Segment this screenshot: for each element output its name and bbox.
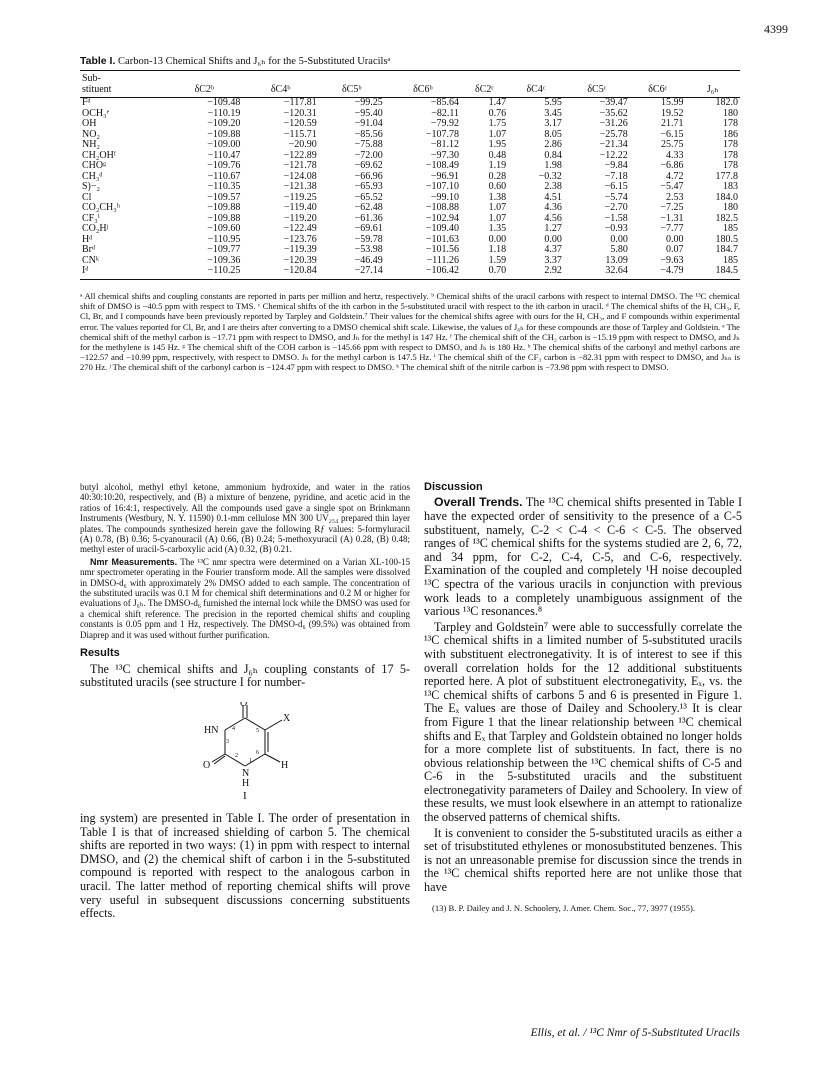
table-title: Carbon-13 Chemical Shifts and J₆ₕ for the 5-Substituted Uracilsᵃ — [118, 56, 391, 67]
right-column — [424, 482, 742, 913]
value-cell: 186 — [723, 128, 738, 140]
table-caption — [80, 55, 390, 67]
value-cell: 3.45 — [544, 107, 562, 119]
discussion-heading: Discussion — [424, 481, 483, 493]
value-cell: −72.00 — [354, 149, 383, 161]
value-cell: −108.49 — [425, 160, 459, 171]
value-cell: −123.76 — [283, 233, 317, 245]
substituent-cell: S)−₂ — [82, 181, 101, 192]
value-cell: 0.00 — [610, 233, 628, 245]
value-cell: −122.49 — [283, 223, 317, 234]
value-cell: 178 — [723, 160, 738, 171]
value-cell: 178 — [723, 149, 738, 161]
value-cell: −109.77 — [207, 244, 241, 255]
value-cell: 0.48 — [488, 149, 507, 161]
substituent-cell: NH₂ — [82, 139, 100, 150]
table-row — [80, 224, 740, 235]
value-cell: −0.93 — [604, 223, 628, 234]
value-cell: 1.47 — [488, 97, 507, 108]
value-cell: 0.00 — [544, 233, 562, 245]
value-cell: 180.5 — [715, 233, 738, 245]
value-cell: −97.30 — [430, 149, 459, 161]
substituent-cell: CH₃ᵈ — [82, 170, 103, 182]
value-cell: −85.64 — [430, 97, 459, 108]
svg-text:N: N — [242, 767, 250, 779]
value-cell: −6.15 — [660, 128, 684, 140]
value-cell: 4.36 — [544, 202, 562, 213]
table-row — [80, 256, 740, 267]
value-cell: −101.56 — [425, 244, 459, 255]
svg-text:6: 6 — [256, 749, 259, 756]
value-cell: −107.78 — [425, 128, 459, 140]
svg-text:4: 4 — [232, 725, 235, 732]
overall-trends-heading: Overall Trends. — [434, 495, 523, 510]
value-cell: −99.10 — [430, 191, 459, 203]
svg-text:HN: HN — [204, 724, 219, 736]
value-cell: −109.76 — [207, 160, 241, 171]
svg-text:H: H — [281, 759, 289, 771]
table-header-cell: Sub- stituent — [80, 71, 166, 98]
substituent-cell: OCH₃ᵉ — [82, 107, 110, 119]
value-cell: 1.59 — [488, 254, 507, 266]
page-number: 4399 — [764, 22, 788, 36]
table-row — [80, 203, 740, 214]
value-cell: −101.63 — [425, 233, 459, 245]
value-cell: −61.36 — [354, 212, 383, 224]
table-row — [80, 130, 740, 141]
value-cell: −12.22 — [599, 149, 628, 161]
value-cell: −53.98 — [354, 244, 383, 255]
value-cell: 1.19 — [488, 160, 507, 171]
value-cell: 0.00 — [488, 233, 507, 245]
structure-label: I — [243, 789, 247, 802]
value-cell: 3.17 — [544, 118, 562, 129]
value-cell: 5.80 — [610, 244, 628, 255]
value-cell: −35.62 — [599, 107, 628, 119]
value-cell: −109.20 — [207, 118, 241, 129]
value-cell: −59.78 — [354, 233, 383, 245]
value-cell: −109.00 — [207, 139, 241, 150]
table-header-cell: δC2ᶜ — [461, 71, 508, 98]
substituent-cell: CF₃ⁱ — [82, 212, 100, 224]
value-cell: −65.93 — [354, 181, 383, 192]
value-cell: −120.84 — [242, 266, 318, 279]
value-cell: −75.88 — [354, 139, 383, 150]
value-cell: 0.60 — [488, 181, 507, 192]
value-cell: 182.0 — [715, 97, 738, 108]
substituent-cell: Brᵈ — [82, 244, 96, 255]
table-header-cell: δC4ᶜ — [508, 71, 564, 98]
table-row — [80, 172, 740, 183]
value-cell: −110.19 — [207, 107, 241, 119]
value-cell: 184.0 — [715, 191, 738, 203]
value-cell: −5.47 — [660, 181, 684, 192]
value-cell: −109.40 — [425, 223, 459, 234]
svg-text:H: H — [242, 777, 250, 789]
reference-13: (13) B. P. Dailey and J. N. Schoolery, J. Amer. Chem. Soc., 77, 3977 (1955). — [432, 902, 695, 913]
paragraph-results: The ¹³C chemical shifts and J₆ₕ coupling constants of 17 5-substituted uracils (see structure I for number- — [80, 661, 410, 690]
value-cell: −6.86 — [660, 160, 684, 171]
value-cell: −62.48 — [354, 202, 383, 213]
value-cell: −25.78 — [599, 128, 628, 140]
value-cell: −107.10 — [425, 181, 459, 192]
value-cell: −69.61 — [354, 223, 383, 234]
value-cell: 180 — [723, 202, 738, 213]
svg-text:O: O — [203, 759, 211, 771]
table-footnotes: ᵃ All chemical shifts and coupling constants are reported in parts per million and hertz, respectively. ᵇ Chemical shifts of the uracil carbons with respect to internal DMSO. The ¹³C chemical shift of DMSO is −40.5 ppm with respect to TMS. ᶜ Chemical shifts of the ith carbon in the 5-substituted uracil with respect to the ith carbon in uracil. ᵈ The chemical shifts of the H, CH₃, F, Cl, Br, and I compounds have been previously reported by Tarpley and Goldstein.⁷ Their values for the chemical shifts agree with ours for the H, CH₃, and F compounds within experimental error. The values reported for Cl, Br, and I are theirs after converting to a DMSO chemical shift scale. Likewise, the values of J₆ₕ for these compounds are those of Tarpley and Goldstein. ᵉ The chemical shift of the methyl carbon is −17.71 ppm with respect to DMSO, and Jₕ for the methyl is 147 Hz. ᶠ The chemical shift of the CH₂ carbon is −15.19 ppm with respect to DMSO, and Jₕ for the methylene is 145 Hz. ᵍ The chemical shift of the COH carbon is −145.66 ppm with respect to DMSO, and Jₕ is 180 Hz. ʰ The chemical shifts of the carbonyl and methyl carbons are −122.57 and −10.99 ppm, respectively, with respect to DMSO. Jₕ for the methyl carbon is 147.5 Hz. ⁱ The chemical shift of the CF₃ carbon is −82.31 ppm with respect to DMSO, and Jₕₙ is 270 Hz. ʲ The chemical shift of the carbonyl carbon is −124.47 ppm with respect to DMSO. ᵏ The chemical shift of the nitrile carbon is −73.98 ppm with respect to DMSO. — [80, 291, 740, 373]
table-label: Table I. — [80, 55, 116, 67]
value-cell: −109.48 — [207, 97, 241, 108]
value-cell: −4.79 — [630, 266, 686, 279]
value-cell: −21.34 — [599, 139, 628, 150]
value-cell: 19.52 — [661, 107, 684, 119]
substituent-cell: CNᵏ — [82, 254, 100, 266]
value-cell: −7.77 — [660, 223, 684, 234]
value-cell: 25.75 — [661, 139, 684, 150]
value-cell: −66.96 — [354, 170, 383, 182]
left-column — [80, 482, 410, 923]
value-cell: −46.49 — [354, 254, 383, 266]
value-cell: 0.28 — [488, 170, 507, 182]
value-cell: −27.14 — [319, 266, 385, 279]
svg-text:O: O — [240, 701, 248, 709]
value-cell: −121.78 — [283, 160, 317, 171]
value-cell: −95.40 — [354, 107, 383, 119]
value-cell: 1.98 — [544, 160, 562, 171]
value-cell: −106.42 — [385, 266, 461, 279]
paragraph-presentation: ing system) are presented in Table I. The order of presentation in Table I is that of increased shielding of carbon 5. The chemical shifts are reported in two ways: (1) in ppm with respect to internal DMSO, and (2) the chemical shift of carbon i in the 5-substituted compound is reported with respect to the analogous carbon in uracil. The latter method of reporting chemical shifts will prove very useful in subsequent discussions concerning substituents effects. — [80, 811, 410, 921]
value-cell: −110.95 — [207, 233, 241, 245]
table-row — [80, 235, 740, 246]
value-cell: 185 — [723, 223, 738, 234]
paragraph-tarpley: Tarpley and Goldstein⁷ were able to successfully correlate the ¹³C chemical shifts in a limited number of 5-substituted uracils with substituent electronegativity. It is of interest to see if this overall correlation holds for the 12 additional substituents reported here. A plot of substituent electronegativity, Eₓ, vs. the ¹³C chemical shifts of carbons 5 and 6 is presented in Figure 1. The Eₓ values are those of Dailey and Schoolery.¹³ It is clear from Figure 1 that the linear relationship between ¹³C chemical shifts and Eₓ that Tarpley and Goldstein obtained no longer holds for a more complete list of substituents. In fact, there is no obvious relationship between the ¹³C chemical shifts of C-5 and C-6 in the 5-substituted uracils and the substituent electronegativity parameters of Dailey and Schoolery. In view of these results, we must look elsewhere in an attempt to rationalize the observed patterns of chemical shifts. — [424, 619, 742, 825]
value-cell: −110.47 — [207, 149, 241, 161]
table-row — [80, 266, 740, 279]
value-cell: 180 — [723, 107, 738, 119]
value-cell: 184.5 — [686, 266, 740, 279]
value-cell: 4.51 — [544, 191, 562, 203]
value-cell: 2.92 — [508, 266, 564, 279]
table-header-cell: δC6ᵇ — [385, 71, 461, 98]
substituent-cell: CO₂Hʲ — [82, 223, 109, 234]
value-cell: −110.25 — [166, 266, 242, 279]
value-cell: −119.40 — [283, 202, 317, 213]
substituent-cell: Fᵈ — [82, 97, 91, 108]
svg-text:5: 5 — [256, 727, 259, 734]
value-cell: 0.00 — [666, 233, 684, 245]
value-cell: −9.63 — [660, 254, 684, 266]
value-cell: −119.39 — [283, 244, 317, 255]
substituent-cell: CH₂OHᶠ — [82, 149, 116, 161]
substituent-cell: CO₂CH₃ʰ — [82, 202, 120, 213]
table-row — [80, 109, 740, 120]
value-cell: 5.95 — [544, 97, 562, 108]
value-cell: −119.20 — [283, 212, 317, 224]
value-cell: −81.12 — [430, 139, 459, 150]
svg-text:2: 2 — [235, 752, 238, 759]
table-row — [80, 182, 740, 193]
value-cell: −111.26 — [426, 254, 459, 266]
substituent-cell: Cl — [82, 191, 92, 203]
value-cell: −69.62 — [354, 160, 383, 171]
value-cell: 1.75 — [488, 118, 507, 129]
table-header-cell: δC5ᵇ — [319, 71, 385, 98]
value-cell: 0.84 — [544, 149, 562, 161]
value-cell: 182.5 — [715, 212, 738, 224]
value-cell: −121.38 — [283, 181, 317, 192]
value-cell: −20.90 — [288, 139, 317, 150]
value-cell: 13.09 — [605, 254, 628, 266]
value-cell: 2.53 — [666, 191, 684, 203]
value-cell: −91.04 — [354, 118, 383, 129]
value-cell: −1.58 — [604, 212, 628, 224]
value-cell: −96.91 — [430, 170, 459, 182]
value-cell: 1.07 — [488, 212, 507, 224]
table-row — [80, 98, 740, 109]
table-header-cell: J₆ₕ — [686, 71, 740, 98]
value-cell: −120.31 — [283, 107, 317, 119]
value-cell: 8.05 — [544, 128, 562, 140]
value-cell: 4.56 — [544, 212, 562, 224]
value-cell: 0.76 — [488, 107, 507, 119]
value-cell: −79.92 — [430, 118, 459, 129]
table-row — [80, 119, 740, 130]
value-cell: 1.35 — [488, 223, 507, 234]
value-cell: 1.07 — [488, 202, 507, 213]
value-cell: −102.94 — [425, 212, 459, 224]
overall-trends-text: The ¹³C chemical shifts presented in Table I have the expected order of sensitivity to the presence of a C-5 substituent, namely, C-2 < C-4 < C-6 < C-5. The observed ranges of ¹³C chemical shifts for the systems studied are 2, 6, 72, and 34 ppm, for C-2, C-4, C-5, and C-6, respectively. Examination of the coupled and completely ¹H noise decoupled ¹³C spectra of the various uracils in conjunction with previous work leads to a completely unambiguous assignment of the various ¹³C resonances.⁸ — [424, 495, 743, 619]
substituent-cell: OH — [82, 118, 97, 129]
value-cell: 1.18 — [488, 244, 507, 255]
value-cell: −7.18 — [604, 170, 628, 182]
value-cell: −99.25 — [354, 97, 383, 108]
value-cell: −109.57 — [207, 191, 241, 203]
value-cell: −109.88 — [207, 202, 241, 213]
value-cell: 0.07 — [666, 244, 684, 255]
value-cell: −124.08 — [283, 170, 317, 182]
value-cell: −117.81 — [283, 97, 317, 108]
value-cell: 1.07 — [488, 128, 507, 140]
value-cell: −109.88 — [207, 212, 241, 224]
value-cell: −5.74 — [604, 191, 628, 203]
table-body — [80, 98, 740, 280]
value-cell: 0.70 — [461, 266, 508, 279]
paragraph-overall-trends — [424, 496, 742, 618]
value-cell: −109.60 — [207, 223, 241, 234]
uracil-structure-diagram — [170, 702, 320, 802]
value-cell: −119.25 — [283, 191, 317, 203]
value-cell: −6.15 — [604, 181, 628, 192]
value-cell: −108.88 — [425, 202, 459, 213]
table-row — [80, 214, 740, 225]
table-header-row — [80, 71, 740, 98]
value-cell: 4.33 — [666, 149, 684, 161]
substituent-cell: Iᵈ — [80, 266, 166, 279]
value-cell: 185 — [723, 254, 738, 266]
table-header-cell: δC5ᶜ — [564, 71, 630, 98]
value-cell: 177.8 — [715, 170, 738, 182]
table-header-cell: δC4ᵇ — [242, 71, 318, 98]
value-cell: −0.32 — [538, 170, 562, 182]
substituent-cell: CHOᵍ — [82, 160, 107, 171]
value-cell: −82.11 — [431, 107, 459, 119]
value-cell: −7.25 — [660, 202, 684, 213]
value-cell: −1.31 — [660, 212, 684, 224]
value-cell: 3.37 — [544, 254, 562, 266]
table-row — [80, 161, 740, 172]
table-row — [80, 193, 740, 204]
nmr-text: The ¹³C nmr spectra were determined on a Varian XL-100-15 nmr spectrometer operating in the Fourier transform mode. All the samples were dissolved in DMSO-d₆ with approximately 2% DMSO added to each sample. The concentration of the substituted uracils was 0.1 M for chemical shift determinations and 0.2 M or higher for evaluations of J₆ₕ. The DMSO-d₆ furnished the internal lock while the DMSO was used for a chemical shift reference. The precision in the reported chemical shifts and coupling constants is 0.05 ppm and 1 Hz, respectively. The DMSO-d₆ (99.5%) was obtained from Diaprep and it was used without further purification. — [80, 556, 410, 640]
value-cell: −109.88 — [207, 128, 241, 140]
value-cell: 178 — [723, 139, 738, 150]
table-row — [80, 140, 740, 151]
nmr-heading: Nmr Measurements. — [90, 556, 178, 567]
value-cell: −110.67 — [207, 170, 241, 182]
value-cell: 2.86 — [544, 139, 562, 150]
svg-text:X: X — [283, 712, 291, 724]
value-cell: 15.99 — [661, 97, 684, 108]
value-cell: −39.47 — [599, 97, 628, 108]
value-cell: 183 — [723, 181, 738, 192]
svg-text:1: 1 — [249, 757, 252, 764]
value-cell: 178 — [723, 118, 738, 129]
table-header-cell: δC6ᶜ — [630, 71, 686, 98]
value-cell: 32.64 — [564, 266, 630, 279]
value-cell: 184.7 — [715, 244, 738, 255]
value-cell: −122.89 — [283, 149, 317, 161]
value-cell: −2.70 — [604, 202, 628, 213]
substituent-cell: NO₂ — [82, 128, 100, 140]
value-cell: 1.27 — [544, 223, 562, 234]
substituent-cell: Hᵈ — [82, 233, 93, 245]
value-cell: 4.37 — [544, 244, 562, 255]
value-cell: −65.52 — [354, 191, 383, 203]
value-cell: −110.35 — [207, 181, 241, 192]
value-cell: 21.71 — [661, 118, 684, 129]
results-heading: Results — [80, 647, 120, 660]
paragraph-convenient: It is convenient to consider the 5-substituted uracils as either a set of trisubstituted ethylenes or monosubstituted benzenes. This is not an unreasonable premise for discussion since the trends in the ¹³C chemical shifts reported here are not unlike those that have — [424, 825, 742, 895]
value-cell: 2.38 — [544, 181, 562, 192]
table-row — [80, 245, 740, 256]
svg-text:3: 3 — [226, 738, 229, 745]
value-cell: −115.71 — [283, 128, 317, 140]
running-footer: Ellis, et al. / ¹³C Nmr of 5-Substituted Uracils — [530, 1027, 740, 1039]
chemical-shift-table — [80, 70, 740, 280]
paragraph-solvents: butyl alcohol, methyl ethyl ketone, ammonium hydroxide, and water in the ratios 40:30:10:20, respectively, and (B) a mixture of benzene, pyridine, and acetic acid in the ratios of 16:4:1, respectively. All the compounds used gave a single spot on Brinkmann Instruments (Westbury, N. Y. 11590) 0.1-mm cellulose MN 300 UV₂₅₄ prepared thin layer plates. The compounds synthesized herein gave the following Rƒ values: 5-formyluracil (A) 0.78, (B) 0.36; 5-cyanouracil (A) 0.66, (B) 0.24; 5-methoxyuracil (A) 0.28, (B) 0.48; methyl ester of uracil-5-carboxylic acid (A) 0.32, (B) 0.21. — [80, 482, 410, 555]
value-cell: −120.39 — [283, 254, 317, 266]
value-cell: −120.59 — [283, 118, 317, 129]
value-cell: −31.26 — [599, 118, 628, 129]
value-cell: −9.84 — [604, 160, 628, 171]
value-cell: 1.38 — [488, 191, 507, 203]
paragraph-nmr — [80, 557, 410, 640]
value-cell: −109.36 — [207, 254, 241, 266]
value-cell: 4.72 — [666, 170, 684, 182]
table-row — [80, 151, 740, 162]
table-header-cell: δC2ᵇ — [166, 71, 242, 98]
value-cell: 1.95 — [488, 139, 507, 150]
value-cell: −85.56 — [354, 128, 383, 140]
